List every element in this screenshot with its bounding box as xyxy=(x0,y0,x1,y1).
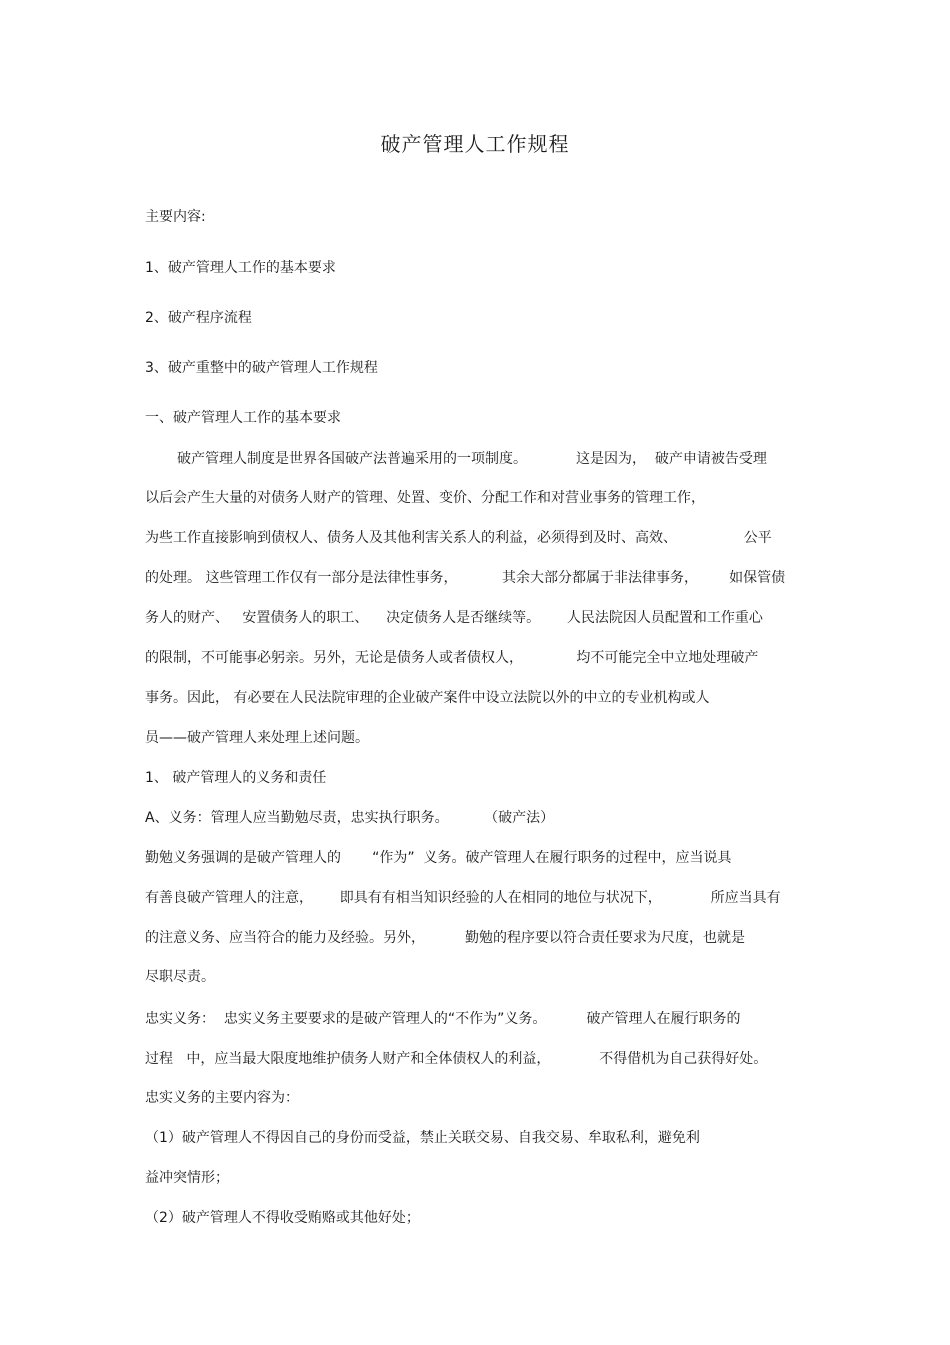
list-item-continuation: 益冲突情形； xyxy=(145,1170,229,1186)
contents-item-3: 3、破产重整中的破产管理人工作规程 xyxy=(145,360,378,376)
paragraph-line: 的限制，不可能事必躬亲。另外，无论是债务人或者债权人， 均不可能完全中立地处理破产 xyxy=(145,650,759,666)
document-title: 破产管理人工作规程 xyxy=(380,132,570,156)
paragraph-line: 为些工作直接影响到债权人、债务人及其他利害关系人的利益，必须得到及时、高效、 公平 xyxy=(145,530,772,546)
list-item: （2）破产管理人不得收受贿赂或其他好处； xyxy=(145,1210,420,1226)
paragraph-line: 事务。因此， 有必要在人民法院审理的企业破产案件中设立法院以外的中立的专业机构或人 xyxy=(145,690,710,706)
section-heading-1: 一、破产管理人工作的基本要求 xyxy=(145,410,341,426)
paragraph-line: 勤勉义务强调的是破产管理人的 “作为” 义务。破产管理人在履行职务的过程中，应当说具 xyxy=(145,850,732,866)
list-item: （1）破产管理人不得因自己的身份而受益，禁止关联交易、自我交易、牟取私利，避免利 xyxy=(145,1130,700,1146)
contents-item-2: 2、破产程序流程 xyxy=(145,310,252,326)
subsection-heading: 1、 破产管理人的义务和责任 xyxy=(145,770,327,786)
paragraph-line: 有善良破产管理人的注意， 即具有有相当知识经验的人在相同的地位与状况下， 所应当具有 xyxy=(145,890,781,906)
contents-heading: 主要内容: xyxy=(145,209,206,225)
paragraph-line: 忠实义务： 忠实义务主要要求的是破产管理人的“不作为”义务。 破产管理人在履行职务的 xyxy=(145,1011,741,1027)
paragraph-line: 务人的财产、 安置债务人的职工、 决定债务人是否继续等。 人民法院因人员配置和工作重心 xyxy=(145,610,763,626)
paragraph-line: 尽职尽责。 xyxy=(145,969,215,985)
paragraph-line: 过程 中，应当最大限度地维护债务人财产和全体债权人的利益， 不得借机为自己获得好处。 xyxy=(145,1051,768,1067)
paragraph-line: A、义务：管理人应当勤勉尽责，忠实执行职务。 （破产法） xyxy=(145,810,555,826)
paragraph-line: 员——破产管理人来处理上述问题。 xyxy=(145,730,369,746)
paragraph-line: 以后会产生大量的对债务人财产的管理、处置、变价、分配工作和对营业事务的管理工作， xyxy=(145,490,705,506)
paragraph-line: 忠实义务的主要内容为： xyxy=(145,1090,299,1106)
contents-item-1: 1、破产管理人工作的基本要求 xyxy=(145,260,336,276)
paragraph-line: 破产管理人制度是世界各国破产法普遍采用的一项制度。 这是因为， 破产申请被告受理 xyxy=(177,451,767,467)
paragraph-line: 的处理。 这些管理工作仅有一部分是法律性事务， 其余大部分都属于非法律事务， 如保管债 xyxy=(145,570,786,586)
paragraph-line: 的注意义务、应当符合的能力及经验。另外， 勤勉的程序要以符合责任要求为尺度，也就是 xyxy=(145,930,746,946)
